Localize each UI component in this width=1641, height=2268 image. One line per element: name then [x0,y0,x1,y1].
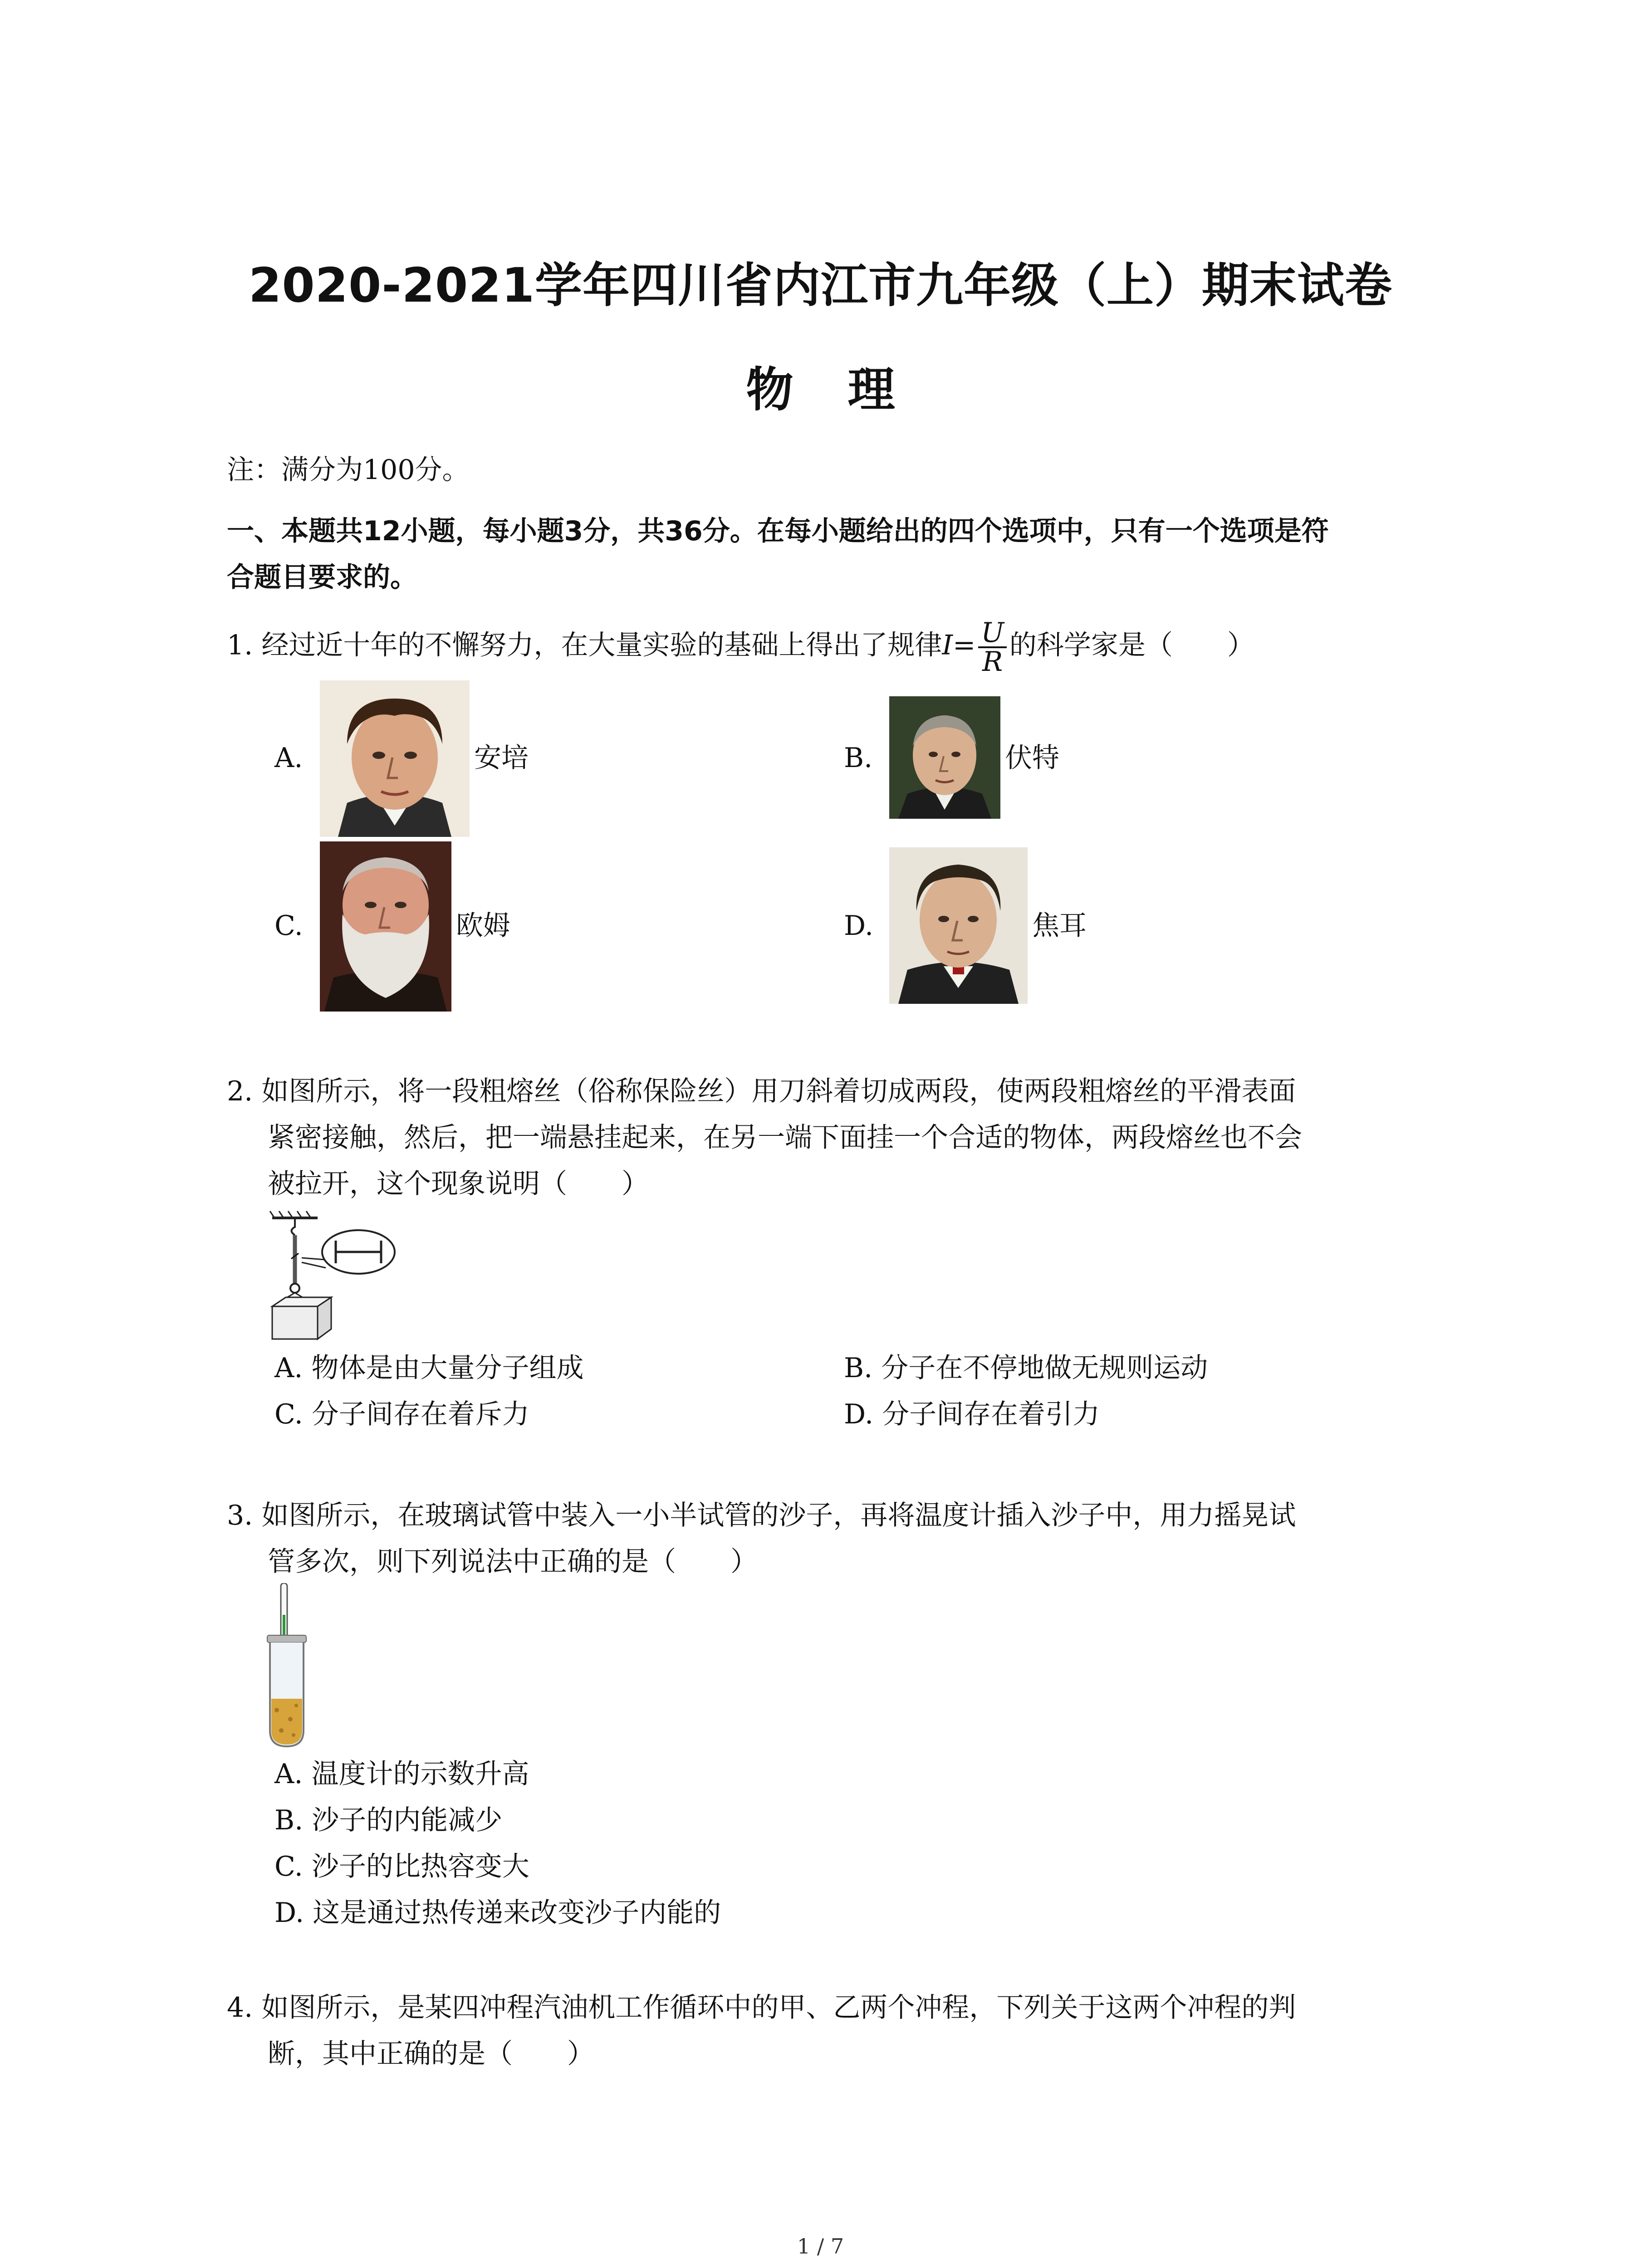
question-3-line1: 3. 如图所示，在玻璃试管中装入一小半试管的沙子，再将温度计插入沙子中，用力摇晃试 [227,1500,1296,1531]
q2-option-c[interactable]: C. 分子间存在着斥力 [274,1398,529,1430]
question-1-prefix: 1. 经过近十年的不懈努力，在大量实验的基础上得出了规律 [227,629,942,661]
score-note: 注：满分为100分。 [227,454,470,486]
question-2-line1: 2. 如图所示，将一段粗熔丝（俗称保险丝）用刀斜着切成两段，使两段粗熔丝的平滑表面 [227,1075,1296,1107]
document-title: 2020-2021学年四川省内江市九年级（上）期末试卷 [248,258,1393,313]
formula-denominator: R [982,646,1003,678]
formula-equals: = [953,629,976,661]
q1-option-d-letter[interactable]: D. [844,910,874,942]
q1-option-a-letter[interactable]: A. [274,742,303,774]
question-4-line1: 4. 如图所示，是某四冲程汽油机工作循环中的甲、乙两个冲程，下列关于这两个冲程的判 [227,1992,1296,2024]
formula-fraction [978,617,1007,678]
question-2-line2: 紧密接触，然后，把一端悬挂起来，在另一端下面挂一个合适的物体，两段熔丝也不会 [268,1122,1302,1154]
section1-heading-line2: 合题目要求的。 [227,562,417,593]
question-3-line2: 管多次，则下列说法中正确的是（ ） [268,1546,758,1578]
question-1-stem [227,617,1254,678]
test-tube-thermometer-diagram [265,1583,309,1749]
formula-var-i: I [942,629,953,661]
q2-option-a[interactable]: A. 物体是由大量分子组成 [274,1352,584,1384]
ampere-portrait [320,680,470,837]
volta-portrait [889,696,1000,819]
q1-option-d-name: 焦耳 [1032,910,1087,942]
page-number: 1 / 7 [797,2234,844,2258]
q1-option-c-letter[interactable]: C. [274,910,303,942]
q3-option-b[interactable]: B. 沙子的内能减少 [274,1804,503,1836]
joule-portrait [889,847,1028,1004]
question-1-suffix: 的科学家是（ ） [1009,629,1254,661]
formula-numerator: U [978,619,1007,648]
q1-option-b-letter[interactable]: B. [844,742,873,774]
q3-option-a[interactable]: A. 温度计的示数升高 [274,1758,529,1790]
question-2-line3: 被拉开，这个现象说明（ ） [268,1168,649,1200]
q1-option-a-name: 安培 [474,742,529,774]
fuse-wire-diagram [268,1209,399,1343]
q3-option-d[interactable]: D. 这是通过热传递来改变沙子内能的 [274,1897,721,1929]
q1-option-b-name: 伏特 [1005,742,1059,774]
question-4-line2: 断，其中正确的是（ ） [268,2038,594,2070]
q3-option-c[interactable]: C. 沙子的比热容变大 [274,1851,529,1882]
ohm-portrait [320,841,451,1012]
q2-option-b[interactable]: B. 分子在不停地做无规则运动 [844,1352,1208,1384]
document-subject: 物理 [746,362,950,417]
section1-heading-line1: 一、本题共12小题，每小题3分，共36分。在每小题给出的四个选项中，只有一个选项是符 [227,515,1329,547]
q2-option-d[interactable]: D. 分子间存在着引力 [844,1398,1100,1430]
q1-option-c-name: 欧姆 [456,910,510,942]
